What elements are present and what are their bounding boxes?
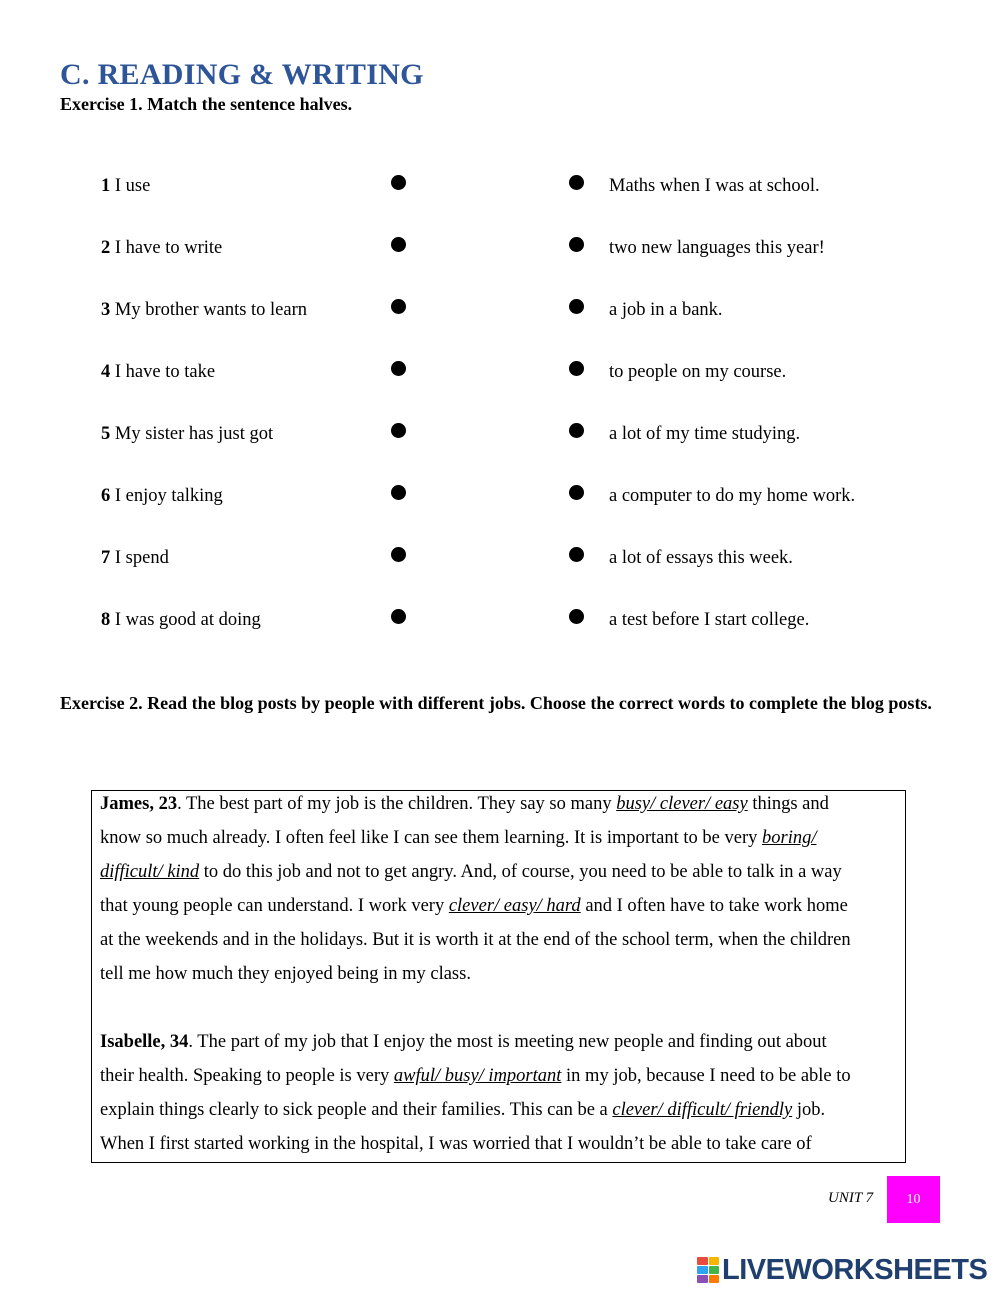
match-row: [0, 542, 1000, 582]
sentence-start-text: I was good at doing: [110, 610, 261, 630]
left-match-dot[interactable]: [391, 547, 406, 562]
word-choice-option[interactable]: difficult/ kind: [100, 862, 200, 882]
right-match-dot[interactable]: [569, 299, 584, 314]
page-number: 10: [887, 1176, 940, 1223]
blog-text-segment: to do this job and not to get angry. And, of course, you need to be able to talk in a way: [199, 862, 842, 882]
blog-line: [100, 790, 900, 821]
blog-line: [100, 1093, 900, 1127]
sentence-start: [101, 424, 273, 445]
logo-square: [709, 1275, 720, 1283]
left-match-dot[interactable]: [391, 361, 406, 376]
sentence-start-text: I use: [110, 176, 151, 196]
sentence-end: two new languages this year!: [609, 238, 825, 258]
sentence-start-text: My sister has just got: [110, 424, 274, 444]
sentence-start: [101, 610, 261, 631]
match-row: [0, 604, 1000, 644]
match-row: [0, 232, 1000, 272]
blog-text-segment: know so much already. I often feel like I can see them learning. It is important to be very: [100, 828, 763, 848]
sentence-start-text: I have to write: [110, 238, 223, 258]
item-number: 6: [101, 486, 111, 506]
sentence-start-text: I spend: [110, 548, 169, 568]
sentence-start-text: I have to take: [110, 362, 216, 382]
sentence-start: [101, 176, 150, 197]
sentence-start: [101, 548, 169, 569]
right-match-dot[interactable]: [569, 485, 584, 500]
blog-posts-text: [100, 790, 900, 1161]
sentence-end: Maths when I was at school.: [609, 176, 820, 196]
blog-line: [100, 923, 900, 957]
exercise-1-title: Exercise 1. Match the sentence halves.: [60, 94, 353, 114]
sentence-end: a job in a bank.: [609, 300, 723, 320]
blog-line: [100, 855, 900, 889]
blog-text-segment: in my job, because I need to be able to: [561, 1066, 851, 1086]
sentence-start: [101, 238, 222, 259]
exercise-2-title: Exercise 2. Read the blog posts by people with different jobs. Choose the correct words to complete the blog posts.: [60, 693, 932, 713]
section-title: C. READING & WRITING: [60, 58, 424, 91]
left-match-dot[interactable]: [391, 175, 406, 190]
blog-author: Isabelle, 34: [100, 1032, 189, 1052]
right-match-dot[interactable]: [569, 609, 584, 624]
sentence-start: [101, 486, 223, 507]
right-match-dot[interactable]: [569, 361, 584, 376]
item-number: 8: [101, 610, 111, 630]
blog-text-segment: job.: [792, 1100, 826, 1120]
logo-square: [697, 1266, 708, 1274]
blog-line: [100, 1127, 900, 1161]
blog-line: [100, 889, 900, 923]
left-match-dot[interactable]: [391, 299, 406, 314]
blog-line: [100, 1025, 900, 1059]
blog-text-segment: . The part of my job that I enjoy the most is meeting new people and finding out about: [188, 1032, 827, 1052]
unit-label: UNIT 7: [828, 1190, 874, 1206]
item-number: 7: [101, 548, 111, 568]
sentence-start: [101, 300, 307, 321]
word-choice-option[interactable]: awful/ busy/ important: [393, 1066, 562, 1086]
sentence-end: a computer to do my home work.: [609, 486, 856, 506]
word-choice-option[interactable]: busy/ clever/ easy: [616, 794, 748, 814]
right-match-dot[interactable]: [569, 423, 584, 438]
sentence-end: a lot of my time studying.: [609, 424, 801, 444]
logo-text: LIVEWORKSHEETS: [722, 1253, 988, 1286]
blog-line: [100, 957, 900, 991]
sentence-start: [101, 362, 215, 383]
left-match-dot[interactable]: [391, 423, 406, 438]
blog-text-segment: When I first started working in the hospital, I was worried that I wouldn’t be able to take care of: [100, 1134, 812, 1154]
word-choice-option[interactable]: clever/ easy/ hard: [448, 896, 581, 916]
sentence-end: a test before I start college.: [609, 610, 810, 630]
left-match-dot[interactable]: [391, 609, 406, 624]
blog-text-segment: things and: [747, 794, 829, 814]
sentence-start-text: My brother wants to learn: [110, 300, 308, 320]
match-row: [0, 294, 1000, 334]
sentence-end: to people on my course.: [609, 362, 787, 382]
right-match-dot[interactable]: [569, 547, 584, 562]
logo-icon: [697, 1257, 719, 1283]
match-row: [0, 418, 1000, 458]
match-row: [0, 170, 1000, 210]
blog-text-segment: . The best part of my job is the children. They say so many: [177, 794, 617, 814]
blog-text-segment: that young people can understand. I work very: [100, 896, 449, 916]
blog-line: [100, 1059, 900, 1093]
blog-text-segment: their health. Speaking to people is very: [100, 1066, 394, 1086]
liveworksheets-logo: [697, 1255, 987, 1285]
item-number: 4: [101, 362, 111, 382]
blog-text-segment: at the weekends and in the holidays. But it is worth it at the end of the school term, when the children: [100, 930, 851, 950]
blog-line: [100, 821, 900, 855]
blog-text-segment: and I often have to take work home: [580, 896, 848, 916]
blog-text-segment: tell me how much they enjoyed being in my class.: [100, 964, 471, 984]
logo-square: [709, 1257, 720, 1265]
blog-text-segment: explain things clearly to sick people and their families. This can be a: [100, 1100, 613, 1120]
left-match-dot[interactable]: [391, 485, 406, 500]
match-row: [0, 356, 1000, 396]
blog-posts-box: [91, 790, 906, 1163]
right-match-dot[interactable]: [569, 237, 584, 252]
item-number: 2: [101, 238, 111, 258]
item-number: 1: [101, 176, 111, 196]
blog-line: [100, 991, 900, 1025]
sentence-start-text: I enjoy talking: [110, 486, 223, 506]
blog-author: James, 23: [100, 794, 178, 814]
match-row: [0, 480, 1000, 520]
left-match-dot[interactable]: [391, 237, 406, 252]
right-match-dot[interactable]: [569, 175, 584, 190]
item-number: 5: [101, 424, 111, 444]
item-number: 3: [101, 300, 111, 320]
logo-square: [697, 1275, 708, 1283]
word-choice-option[interactable]: clever/ difficult/ friendly: [612, 1100, 793, 1120]
logo-square: [709, 1266, 720, 1274]
word-choice-option[interactable]: boring/: [762, 828, 817, 848]
sentence-end: a lot of essays this week.: [609, 548, 793, 568]
logo-square: [697, 1257, 708, 1265]
